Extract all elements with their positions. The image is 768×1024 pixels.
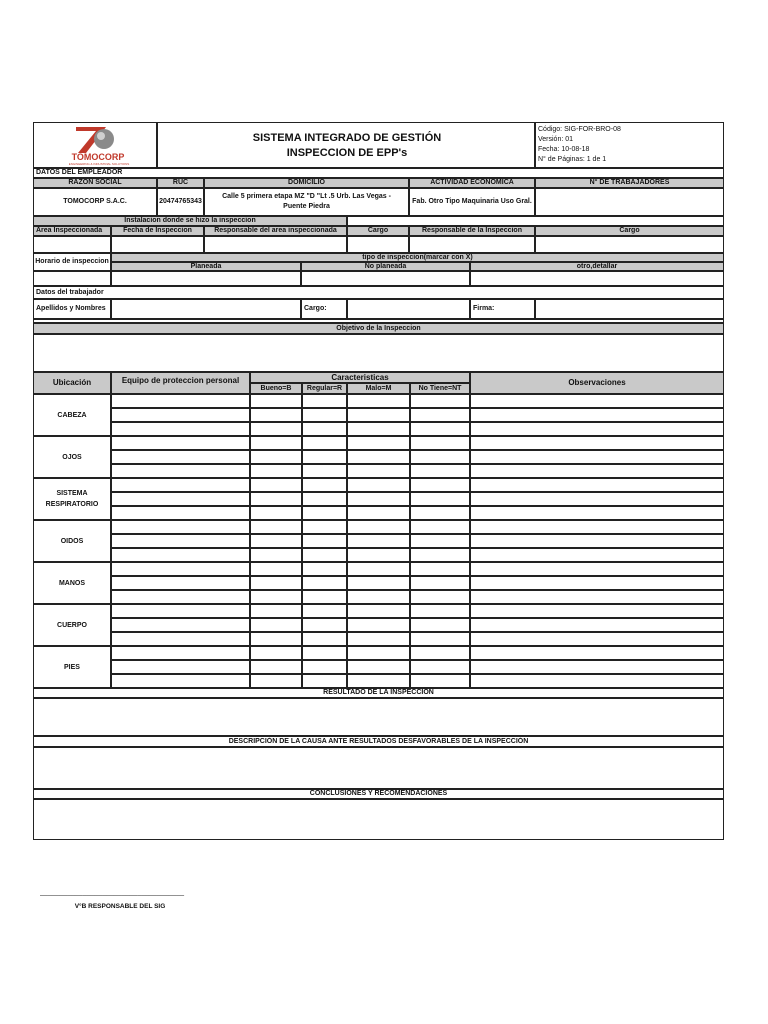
equipo-cell[interactable] [111, 478, 250, 492]
ubicacion-group-label: OIDOS [33, 520, 111, 562]
resultado-label: RESULTADO DE LA INSPECCIÓN [33, 688, 724, 698]
observaciones-cell[interactable] [470, 660, 724, 674]
bueno-cell[interactable] [250, 506, 302, 520]
observaciones-cell[interactable] [470, 506, 724, 520]
equipo-cell[interactable] [111, 450, 250, 464]
ubicacion-group-label: CABEZA [33, 394, 111, 436]
col-area-inspeccionada: Area Inspeccionada [33, 226, 111, 236]
descripcion-label: DESCRIPCIÓN DE LA CAUSA ANTE RESULTADOS DESFAVORABLES DE LA INSPECCIÓN [33, 736, 724, 747]
col-malo: Malo=M [347, 383, 410, 394]
ubicacion-group-label: SISTEMA RESPIRATORIO [33, 478, 111, 520]
ubicacion-group-label: PIES [33, 646, 111, 688]
ruc-value[interactable]: 20474765343 [157, 188, 204, 216]
observaciones-cell[interactable] [470, 632, 724, 646]
equipo-cell[interactable] [111, 590, 250, 604]
malo-cell[interactable] [347, 534, 410, 548]
col-no-planeada: No planeada [301, 262, 470, 271]
horario-field[interactable] [33, 271, 111, 286]
instalacion-label: Instalacion donde se hizo la inspeccion [33, 216, 347, 226]
area-inspeccionada-field[interactable] [33, 236, 111, 253]
title-line-1: SISTEMA INTEGRADO DE GESTIÓN [252, 132, 442, 144]
malo-cell[interactable] [347, 632, 410, 646]
equipo-cell[interactable] [111, 604, 250, 618]
bueno-cell[interactable] [250, 450, 302, 464]
bueno-cell[interactable] [250, 478, 302, 492]
observaciones-cell[interactable] [470, 646, 724, 660]
regular-cell[interactable] [302, 422, 347, 436]
bueno-cell[interactable] [250, 674, 302, 688]
regular-cell[interactable] [302, 450, 347, 464]
bueno-cell[interactable] [250, 520, 302, 534]
doc-code: Código: SIG-FOR-BRO-08 [538, 126, 621, 133]
bueno-cell[interactable] [250, 618, 302, 632]
malo-cell[interactable] [347, 436, 410, 450]
domicilio-value[interactable]: Calle 5 primera etapa MZ "D "Lt .5 Urb. Las Vegas - Puente Piedra [204, 188, 409, 216]
regular-cell[interactable] [302, 590, 347, 604]
col-planeada: Planeada [111, 262, 301, 271]
equipo-cell[interactable] [111, 618, 250, 632]
observaciones-cell[interactable] [470, 464, 724, 478]
observaciones-cell[interactable] [470, 548, 724, 562]
bueno-cell[interactable] [250, 492, 302, 506]
col-caracteristicas: Caracteristicas [250, 372, 470, 383]
descripcion-field[interactable] [33, 747, 724, 789]
bueno-cell[interactable] [250, 464, 302, 478]
no-tiene-cell[interactable] [410, 548, 470, 562]
equipo-cell[interactable] [111, 646, 250, 660]
observaciones-cell[interactable] [470, 394, 724, 408]
observaciones-cell[interactable] [470, 422, 724, 436]
regular-cell[interactable] [302, 464, 347, 478]
equipo-cell[interactable] [111, 632, 250, 646]
col-cargo-1: Cargo [347, 226, 409, 236]
responsable-inspeccion-field[interactable] [409, 236, 535, 253]
employer-section-label: DATOS DEL EMPLEADOR [33, 168, 724, 178]
malo-cell[interactable] [347, 464, 410, 478]
observaciones-cell[interactable] [470, 450, 724, 464]
equipo-cell[interactable] [111, 436, 250, 450]
apellidos-label: Apellidos y Nombres [33, 299, 111, 319]
equipo-cell[interactable] [111, 534, 250, 548]
objetivo-label: Objetivo de la Inspeccion [33, 323, 724, 334]
regular-cell[interactable] [302, 534, 347, 548]
logo-text: TOMOCORP [71, 152, 125, 162]
logo-icon [72, 125, 122, 155]
equipo-cell[interactable] [111, 422, 250, 436]
malo-cell[interactable] [347, 478, 410, 492]
bueno-cell[interactable] [250, 534, 302, 548]
no-tiene-cell[interactable] [410, 562, 470, 576]
no-tiene-cell[interactable] [410, 464, 470, 478]
tipo-inspeccion-label: tipo de inspeccion(marcar con X) [111, 253, 724, 262]
observaciones-cell[interactable] [470, 674, 724, 688]
bueno-cell[interactable] [250, 408, 302, 422]
equipo-cell[interactable] [111, 548, 250, 562]
no-tiene-cell[interactable] [410, 520, 470, 534]
ubicacion-group-label: OJOS [33, 436, 111, 478]
no-tiene-cell[interactable] [410, 492, 470, 506]
fecha-inspeccion-field[interactable] [111, 236, 204, 253]
doc-version: Versión: 01 [538, 136, 574, 143]
no-tiene-cell[interactable] [410, 534, 470, 548]
observaciones-cell[interactable] [470, 562, 724, 576]
regular-cell[interactable] [302, 506, 347, 520]
no-tiene-cell[interactable] [410, 590, 470, 604]
logo-tagline: ENGINEERING & INDUSTRIAL SOLUTIONS [68, 162, 130, 166]
objetivo-field[interactable] [33, 334, 724, 372]
ubicacion-group-label: MANOS [33, 562, 111, 604]
regular-cell[interactable] [302, 436, 347, 450]
no-tiene-cell[interactable] [410, 408, 470, 422]
bueno-cell[interactable] [250, 422, 302, 436]
conclusiones-label: CONCLUSIONES Y RECOMENDACIONES [33, 789, 724, 799]
no-tiene-cell[interactable] [410, 422, 470, 436]
observaciones-cell[interactable] [470, 478, 724, 492]
equipo-cell[interactable] [111, 394, 250, 408]
no-tiene-cell[interactable] [410, 576, 470, 590]
bueno-cell[interactable] [250, 604, 302, 618]
equipo-cell[interactable] [111, 520, 250, 534]
no-tiene-cell[interactable] [410, 618, 470, 632]
malo-cell[interactable] [347, 506, 410, 520]
equipo-cell[interactable] [111, 562, 250, 576]
doc-info-box [535, 122, 724, 168]
regular-cell[interactable] [302, 478, 347, 492]
regular-cell[interactable] [302, 604, 347, 618]
no-tiene-cell[interactable] [410, 450, 470, 464]
cargo-1-field[interactable] [347, 236, 409, 253]
equipo-cell[interactable] [111, 674, 250, 688]
apellidos-field[interactable] [111, 299, 301, 319]
col-equipo: Equipo de proteccion personal [111, 372, 250, 394]
regular-cell[interactable] [302, 576, 347, 590]
bueno-cell[interactable] [250, 436, 302, 450]
trabajadores-value[interactable] [535, 188, 724, 216]
observaciones-cell[interactable] [470, 618, 724, 632]
regular-cell[interactable] [302, 632, 347, 646]
regular-cell[interactable] [302, 674, 347, 688]
regular-cell[interactable] [302, 492, 347, 506]
signature-line: _____________________________________ [40, 889, 185, 896]
equipo-cell[interactable] [111, 492, 250, 506]
regular-cell[interactable] [302, 394, 347, 408]
bueno-cell[interactable] [250, 576, 302, 590]
bueno-cell[interactable] [250, 394, 302, 408]
col-domicilio: DOMICILIO [204, 178, 409, 188]
malo-cell[interactable] [347, 422, 410, 436]
cargo-label: Cargo: [301, 299, 347, 319]
col-actividad: ACTIVIDAD ECONOMICA [409, 178, 535, 188]
resultado-field[interactable] [33, 698, 724, 736]
malo-cell[interactable] [347, 394, 410, 408]
malo-cell[interactable] [347, 562, 410, 576]
regular-cell[interactable] [302, 520, 347, 534]
col-razon-social: RAZON SOCIAL [33, 178, 157, 188]
cargo-field[interactable] [347, 299, 470, 319]
no-tiene-cell[interactable] [410, 632, 470, 646]
signature-label: V°B RESPONSABLE DEL SIG [74, 903, 166, 910]
malo-cell[interactable] [347, 660, 410, 674]
no-tiene-cell[interactable] [410, 506, 470, 520]
no-tiene-cell[interactable] [410, 660, 470, 674]
equipo-cell[interactable] [111, 408, 250, 422]
col-responsable-area: Responsable del area inspeccionada [204, 226, 347, 236]
col-otro-detallar: otro,detallar [470, 262, 724, 271]
doc-date: Fecha: 10-08-18 [538, 146, 590, 153]
col-ruc: RUC [157, 178, 204, 188]
firma-field[interactable] [535, 299, 724, 319]
regular-cell[interactable] [302, 548, 347, 562]
equipo-cell[interactable] [111, 506, 250, 520]
observaciones-cell[interactable] [470, 604, 724, 618]
malo-cell[interactable] [347, 604, 410, 618]
title-box [157, 122, 535, 168]
no-tiene-cell[interactable] [410, 436, 470, 450]
observaciones-cell[interactable] [470, 534, 724, 548]
malo-cell[interactable] [347, 646, 410, 660]
logo-box [33, 122, 157, 168]
col-responsable-inspeccion: Responsable de la Inspeccion [409, 226, 535, 236]
bueno-cell[interactable] [250, 562, 302, 576]
no-tiene-cell[interactable] [410, 604, 470, 618]
conclusiones-field[interactable] [33, 799, 724, 840]
malo-cell[interactable] [347, 590, 410, 604]
malo-cell[interactable] [347, 576, 410, 590]
observaciones-cell[interactable] [470, 576, 724, 590]
horario-label: Horario de inspeccion [33, 253, 111, 271]
equipo-cell[interactable] [111, 576, 250, 590]
no-tiene-cell[interactable] [410, 646, 470, 660]
bueno-cell[interactable] [250, 646, 302, 660]
malo-cell[interactable] [347, 450, 410, 464]
malo-cell[interactable] [347, 520, 410, 534]
observaciones-cell[interactable] [470, 492, 724, 506]
malo-cell[interactable] [347, 492, 410, 506]
firma-label: Firma: [470, 299, 535, 319]
no-tiene-cell[interactable] [410, 394, 470, 408]
observaciones-cell[interactable] [470, 590, 724, 604]
regular-cell[interactable] [302, 660, 347, 674]
planeada-field[interactable] [111, 271, 301, 286]
responsable-area-field[interactable] [204, 236, 347, 253]
malo-cell[interactable] [347, 618, 410, 632]
col-regular: Regular=R [302, 383, 347, 394]
instalacion-value[interactable] [347, 216, 724, 226]
col-no-tiene: No Tiene=NT [410, 383, 470, 394]
worker-section-label: Datos del trabajador [33, 286, 724, 299]
col-ubicacion: Ubicación [33, 372, 111, 394]
ubicacion-group-label: CUERPO [33, 604, 111, 646]
bueno-cell[interactable] [250, 548, 302, 562]
observaciones-cell[interactable] [470, 408, 724, 422]
equipo-cell[interactable] [111, 660, 250, 674]
no-tiene-cell[interactable] [410, 674, 470, 688]
malo-cell[interactable] [347, 548, 410, 562]
actividad-value[interactable]: Fab. Otro Tipo Maquinaria Uso Gral. [409, 188, 535, 216]
observaciones-cell[interactable] [470, 436, 724, 450]
no-planeada-field[interactable] [301, 271, 470, 286]
title-line-2: INSPECCION DE EPP's [286, 147, 408, 159]
col-trabajadores: N° DE TRABAJADORES [535, 178, 724, 188]
col-bueno: Bueno=B [250, 383, 302, 394]
equipo-cell[interactable] [111, 464, 250, 478]
regular-cell[interactable] [302, 618, 347, 632]
col-observaciones: Observaciones [470, 372, 724, 394]
regular-cell[interactable] [302, 646, 347, 660]
bueno-cell[interactable] [250, 590, 302, 604]
cargo-2-field[interactable] [535, 236, 724, 253]
regular-cell[interactable] [302, 562, 347, 576]
malo-cell[interactable] [347, 674, 410, 688]
bueno-cell[interactable] [250, 632, 302, 646]
no-tiene-cell[interactable] [410, 478, 470, 492]
razon-social-value[interactable]: TOMOCORP S.A.C. [33, 188, 157, 216]
col-fecha-inspeccion: Fecha de Inspeccion [111, 226, 204, 236]
observaciones-cell[interactable] [470, 520, 724, 534]
doc-pages: N° de Páginas: 1 de 1 [538, 156, 607, 163]
bueno-cell[interactable] [250, 660, 302, 674]
otro-detallar-field[interactable] [470, 271, 724, 286]
regular-cell[interactable] [302, 408, 347, 422]
malo-cell[interactable] [347, 408, 410, 422]
col-cargo-2: Cargo [535, 226, 724, 236]
